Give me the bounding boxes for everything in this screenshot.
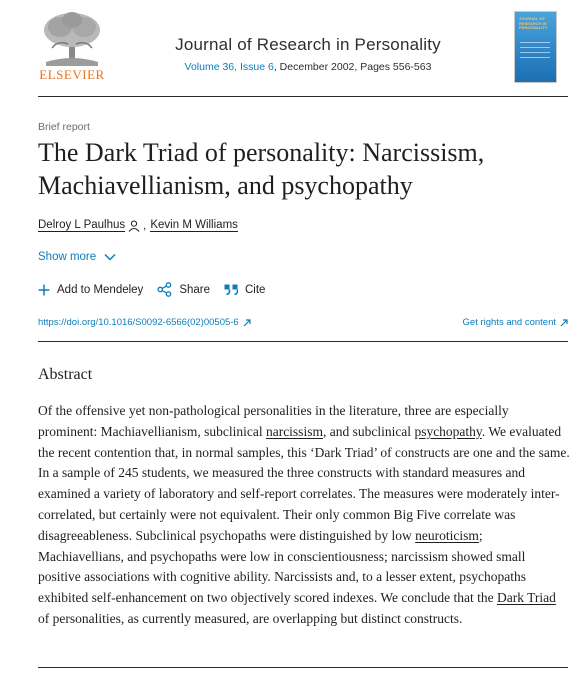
footer-divider <box>38 667 568 668</box>
external-arrow-icon <box>560 319 568 327</box>
share-icon <box>157 282 172 297</box>
abstract-part: of personalities, as currently measured, are overlapping but distinct constructs. <box>38 610 463 626</box>
mendeley-label: Add to Mendeley <box>57 283 144 296</box>
header-divider <box>38 96 568 97</box>
volume-issue-link[interactable]: Volume 36, Issue 6 <box>184 61 274 73</box>
dark-triad-link[interactable]: Dark Triad <box>497 590 556 606</box>
cite-label: Cite <box>245 283 266 296</box>
show-more-label: Show more <box>38 251 97 263</box>
cover-decoration <box>520 42 550 62</box>
doi-text: https://doi.org/10.1016/S0092-6566(02)00505-6 <box>38 317 239 328</box>
get-rights-link[interactable] <box>463 317 568 328</box>
author-separator: , <box>143 219 147 232</box>
journal-header <box>0 0 586 96</box>
show-more-button[interactable] <box>38 251 116 263</box>
journal-cover[interactable] <box>514 11 557 83</box>
journal-title[interactable]: Journal of Research in Personality <box>175 35 441 54</box>
links-divider <box>38 341 568 342</box>
abstract-part: Of the offensive yet non-pathological personalities in the literature, three are especially prominent: Machiavellianism, subclinical <box>38 403 509 439</box>
quote-icon <box>224 284 238 295</box>
date-pages: , December 2002, Pages 556-563 <box>273 61 432 73</box>
external-arrow-icon <box>243 319 251 327</box>
cover-title: JOURNAL OF RESEARCH IN PERSONALITY <box>519 16 548 30</box>
author-paulhus[interactable]: Delroy L Paulhus <box>38 219 126 231</box>
article-title: The Dark Triad of personality: Narcissism, Machiavellianism, and psychopathy <box>38 138 485 200</box>
abstract-heading: Abstract <box>38 366 93 383</box>
publisher-name: ELSEVIER <box>39 67 105 82</box>
psychopathy-link[interactable]: psychopathy <box>414 423 482 439</box>
journal-meta <box>118 61 498 73</box>
add-to-mendeley-button[interactable] <box>38 284 143 296</box>
author-williams[interactable]: Kevin M Williams <box>150 219 238 231</box>
cite-button[interactable] <box>224 284 265 296</box>
person-icon[interactable] <box>128 220 140 232</box>
narcissism-link[interactable]: narcissism <box>265 423 323 439</box>
abstract-part: ; Machiavellians, and psychopaths were low in conscientiousness; narcissism showed small positive associations with cognitive ability. Narcissists and, to a lesser extent, psychopaths exhibited self-enhancement on two objectively scored indexes. We conclude that the <box>38 527 527 606</box>
rights-text: Get rights and content <box>462 317 556 328</box>
article-type: Brief report <box>38 121 90 133</box>
article-actions <box>38 282 279 297</box>
neuroticism-link[interactable]: neuroticism <box>415 527 479 543</box>
abstract-part: . We evaluated the recent contention that, in normal samples, this ‘Dark Triad’ of constructs are one and the same. In a sample of 245 students, we measured the three constructs with standard measures and examined a variety of laboratory and self-report correlates. The measures were moderately inter-correlated, but certainly were not equivalent. Their only common Big Five correlate was disagreeableness. Subclinical psychopaths were distinguished by low <box>38 423 570 543</box>
share-label: Share <box>179 283 210 296</box>
plus-icon <box>38 284 50 296</box>
author-list <box>38 219 238 232</box>
share-button[interactable] <box>157 282 210 297</box>
abstract-text <box>38 401 570 630</box>
abstract-part: , and subclinical <box>322 423 415 439</box>
chevron-down-icon <box>104 253 116 261</box>
doi-link[interactable] <box>38 317 251 328</box>
